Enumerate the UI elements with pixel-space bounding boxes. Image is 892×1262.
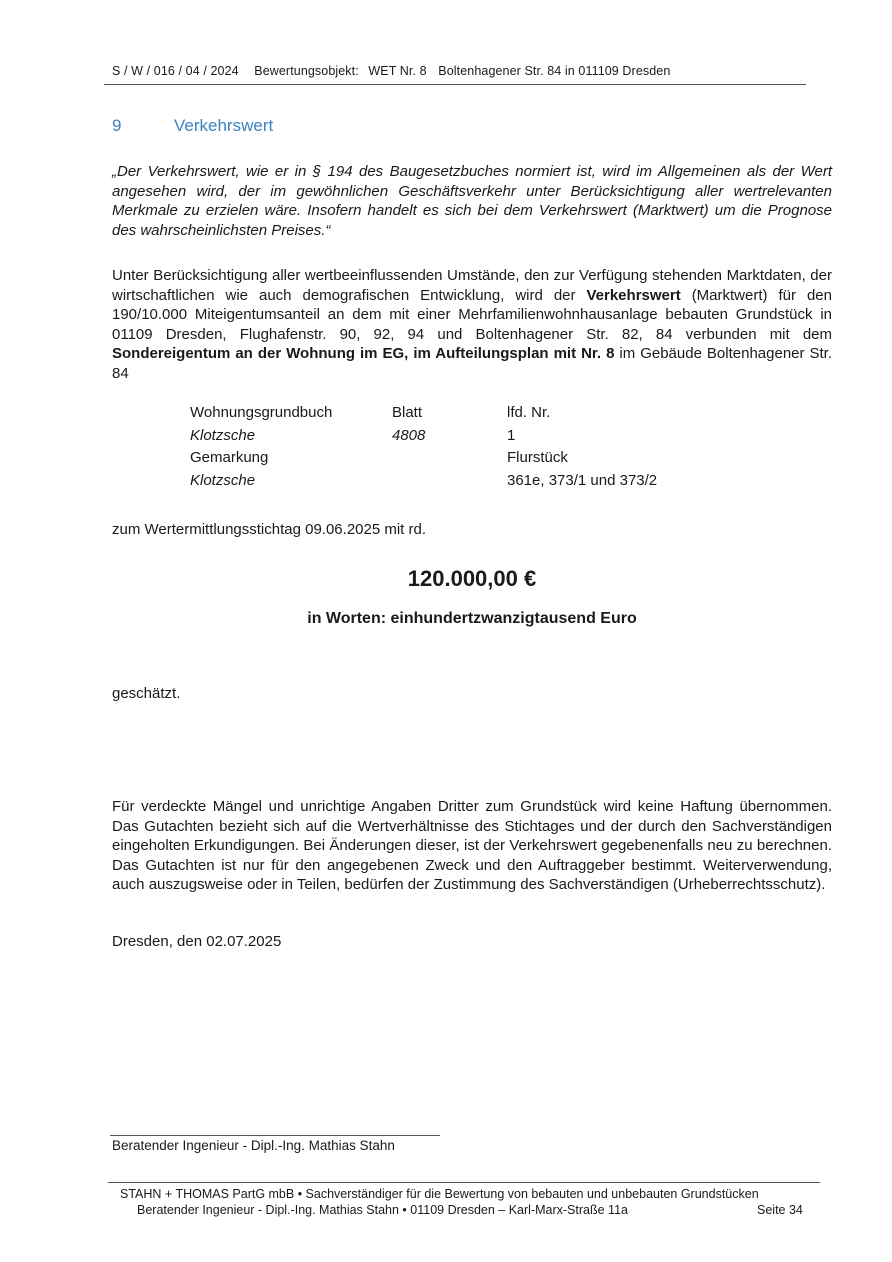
footer-divider bbox=[108, 1182, 820, 1183]
signature-line bbox=[110, 1135, 440, 1136]
cell-district-value: Klotzsche bbox=[190, 471, 256, 489]
cell-register-value: Klotzsche bbox=[190, 426, 256, 444]
liability-disclaimer: Für verdeckte Mängel und unrichtige Angaben Dritter zum Grundstück wird keine Haftung übernommen. Das Gutachten bezieht sich auf die Wertverhältnisse des Stichtages und der durch den Sachverständigen eingeholten Erkundigungen. Bei Änderungen dieser, ist der Verkehrswert gegebenenfalls neu zu berechnen. Das Gutachten ist nur für den angegebenen Zweck und den Auftraggeber bestimmt. Weiterverwendung, auch auszugsweise oder in Teilen, bedürfen der Zustimmung des Sachverständigen (Urheberrechtsschutz). bbox=[112, 798, 832, 894]
intro-bold-unit: Sondereigentum an der Wohnung im EG, im Aufteilungsplan mit Nr. 8 bbox=[112, 345, 615, 363]
land-register-table bbox=[190, 404, 657, 494]
header-reference: S / W / 016 / 04 / 2024 bbox=[112, 64, 239, 78]
cell-sheet-label: Blatt bbox=[392, 404, 423, 421]
market-value-amount: 120.000,00 € bbox=[407, 566, 537, 591]
page-header bbox=[112, 64, 682, 78]
place-and-date: Dresden, den 02.07.2025 bbox=[112, 933, 282, 950]
section-number: 9 bbox=[112, 116, 122, 135]
intro-bold-market-value: Verkehrswert bbox=[586, 286, 681, 304]
cell-sheet-value: 4808 bbox=[392, 426, 426, 444]
land-register-row bbox=[190, 472, 657, 495]
signature-label: Beratender Ingenieur - Dipl.-Ing. Mathias Stahn bbox=[112, 1138, 395, 1153]
cell-parcel-value: 361e, 373/1 und 373/2 bbox=[507, 471, 658, 489]
legal-definition-quote: „Der Verkehrswert, wie er in § 194 des Baugesetzbuches normiert ist, wird im Allgemeinen als der Wert angesehen wird, der im gewöhnlichen Geschäftsverkehr unter Berücksichtigung aller wertrelevanten Merkmale zu erzielen wäre. Insofern handelt es sich bei dem Verkehrswert (Marktwert) um die Prognose des wahrscheinlichsten Preises.“ bbox=[112, 163, 832, 239]
intro-text-2: (Marktwert) für den 190/10.000 Miteigentumsanteil an dem mit einer Mehrfamilienwohnhausanlage bebauten Grundstück in 01109 Dresden, Flughafenstr. 90, 92, 94 und Boltenhagener Str. 82, 84 verbunden mit dem bbox=[112, 286, 832, 343]
footer-company-line: STAHN + THOMAS PartG mbB • Sachverständiger für die Bewertung von bebauten und unbebauten Grundstücken bbox=[120, 1187, 759, 1201]
intro-text-3: im Gebäude Boltenhagener Str. 84 bbox=[112, 345, 832, 382]
header-object-address: Boltenhagener Str. 84 in 011109 Dresden bbox=[438, 64, 671, 78]
market-value-in-words: in Worten: einhundertzwanzigtausend Euro bbox=[307, 610, 637, 627]
header-object-label: Bewertungsobjekt: bbox=[254, 64, 359, 78]
intro-text-1: Unter Berücksichtigung aller wertbeeinflussenden Umstände, den zur Verfügung stehenden Marktdaten, der wirtschaftlichen wie auch demografischen Entwicklung, wird der bbox=[112, 267, 832, 304]
section-title: Verkehrswert bbox=[174, 116, 274, 135]
estimated-text: geschätzt. bbox=[112, 685, 181, 702]
section-heading bbox=[112, 116, 273, 136]
cell-parcel-label: Flurstück bbox=[507, 449, 568, 466]
cell-district-label: Gemarkung bbox=[190, 449, 269, 466]
header-object-number: WET Nr. 8 bbox=[368, 64, 427, 78]
valuation-date-line: zum Wertermittlungsstichtag 09.06.2025 mit rd. bbox=[112, 521, 427, 538]
cell-register-label: Wohnungsgrundbuch bbox=[190, 404, 333, 421]
page-number: Seite 34 bbox=[757, 1203, 803, 1217]
cell-item-label: lfd. Nr. bbox=[507, 404, 551, 421]
footer-address-line: Beratender Ingenieur - Dipl.-Ing. Mathias Stahn • 01109 Dresden – Karl-Marx-Straße 11a bbox=[137, 1203, 628, 1217]
land-register-row bbox=[190, 427, 657, 450]
cell-empty bbox=[392, 472, 507, 495]
cell-item-value: 1 bbox=[507, 426, 516, 444]
valuation-intro-paragraph bbox=[112, 266, 832, 384]
land-register-row bbox=[190, 449, 657, 472]
land-register-row bbox=[190, 404, 657, 427]
cell-empty bbox=[392, 449, 507, 472]
header-divider bbox=[104, 84, 806, 85]
